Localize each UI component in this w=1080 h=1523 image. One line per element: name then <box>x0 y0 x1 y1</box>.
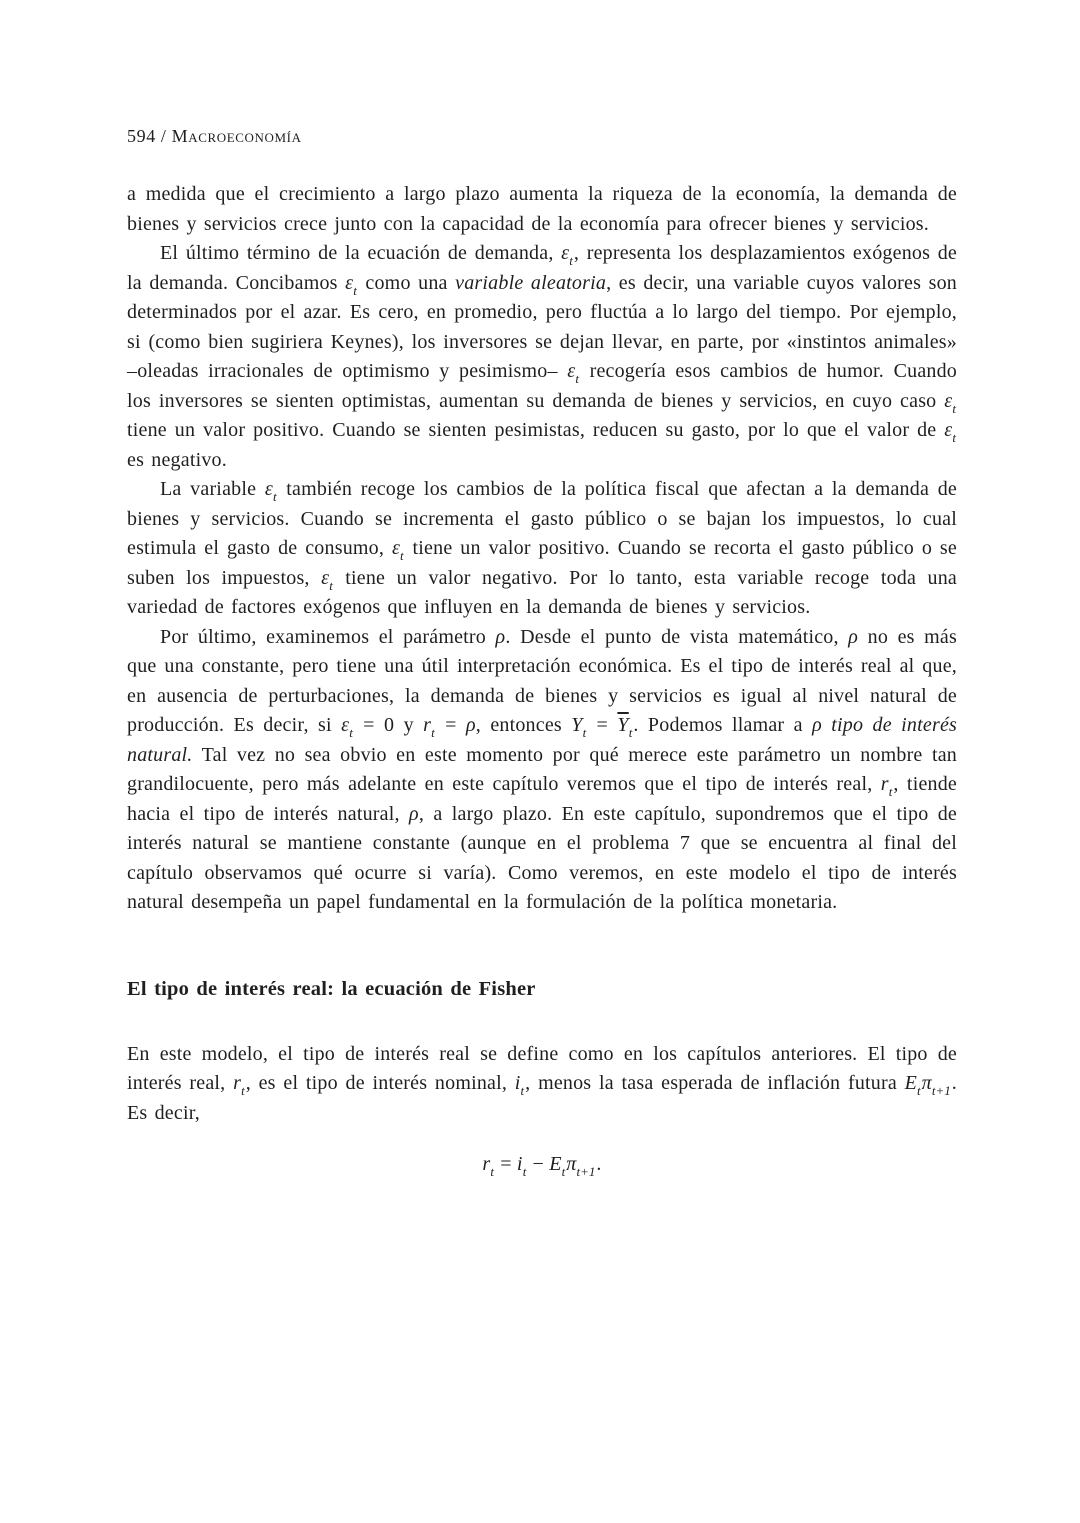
text-segment: . Desde el punto de vista matemático, <box>505 625 849 648</box>
text-segment: π <box>566 1153 577 1175</box>
text-segment: El último término de la ecuación de demanda, <box>160 242 562 264</box>
text-segment: . Podemos llamar a <box>633 714 813 736</box>
text-segment: = <box>495 1153 517 1175</box>
text-segment: ε <box>944 389 953 412</box>
text-segment: r <box>880 773 889 795</box>
subscript: t+1 <box>576 1164 596 1179</box>
text-segment: . <box>596 1153 602 1175</box>
subscript: t <box>888 784 893 799</box>
running-head: 594 / Macroeconomía <box>127 126 302 146</box>
text-segment: también recoge los cambios de la política fiscal que afectan a la demanda de bienes y servicios. Cuando se incrementa el gasto público o se bajan los impuestos, lo cual estimula el gasto de consumo, <box>127 478 957 559</box>
subscript: t <box>952 400 956 416</box>
text-segment: E <box>549 1153 562 1175</box>
text-segment: π <box>921 1072 932 1094</box>
text-segment: ε <box>391 537 401 559</box>
text-segment: ε <box>567 360 576 382</box>
text-segment: i <box>514 1072 521 1094</box>
text-segment: = 0 y <box>353 714 424 736</box>
subscript: t <box>569 253 573 268</box>
page-body <box>127 180 957 1180</box>
body-paragraph <box>127 180 957 239</box>
text-segment: = <box>587 714 618 736</box>
text-segment: , es decir, una variable cuyos valores son determinados por el azar. Es cero, en promedio, pero fluctúa a lo largo del tiempo. Por ejemplo, si (como bien sugiriera Keynes), los inversores se dejan llevar, en parte, por «instintos animales» –oleadas irracionales de optimismo y pesimismo– <box>127 271 957 382</box>
text-segment: tipo de interés natural. <box>127 714 958 766</box>
text-segment: Tal vez no sea obvio en este momento por qué merece este parámetro un nombre tan grandilocuente, pero más adelante en este capítulo veremos que el tipo de interés real, <box>127 743 957 795</box>
text-segment: tiene un valor positivo. Cuando se sienten pesimistas, reducen su gasto, por lo que el valor de <box>127 419 945 441</box>
text-segment: Por último, examinemos el parámetro <box>160 625 496 648</box>
subscript: t <box>353 282 357 298</box>
subscript: t <box>431 725 435 740</box>
body-paragraph <box>127 1040 957 1129</box>
text-segment: ε <box>321 566 330 589</box>
text-segment: ε <box>944 419 953 441</box>
subscript: t <box>272 489 277 504</box>
text-segment: r <box>482 1153 491 1175</box>
fisher-equation <box>127 1150 957 1180</box>
text-segment: ρ <box>495 625 506 648</box>
text-segment: i <box>516 1153 523 1175</box>
body-paragraph <box>127 475 957 623</box>
body-paragraph <box>127 239 957 475</box>
subscript: t <box>329 577 333 593</box>
text-segment: En este modelo, el tipo de interés real se define como en los capítulos anteriores. El tipo de interés real, <box>127 1042 957 1094</box>
text-segment: r <box>423 714 432 736</box>
text-segment: La variable <box>160 478 265 500</box>
subscript: t <box>582 725 587 740</box>
text-segment <box>822 714 831 736</box>
subscript: t <box>952 430 956 445</box>
text-segment: Y <box>571 714 583 736</box>
text-segment: , es el tipo de interés nominal, <box>245 1072 515 1094</box>
text-segment: ρ <box>409 802 419 825</box>
section-heading: El tipo de interés real: la ecuación de Fisher <box>127 977 536 1000</box>
text-segment: r <box>233 1072 242 1094</box>
subscript: t <box>575 371 579 386</box>
text-segment: − <box>527 1153 550 1175</box>
text-segment: como una <box>357 271 456 294</box>
text-segment: recogería esos cambios de humor. Cuando los inversores se sienten optimistas, aumentan su demanda de bienes y servicios, en cuyo caso <box>127 360 957 412</box>
text-segment: ε <box>345 271 354 294</box>
text-segment: variable aleatoria <box>455 271 607 294</box>
text-segment: tiene un valor negativo. Por lo tanto, esta variable recoge toda una variedad de factores exógenos que influyen en la demanda de bienes y servicios. <box>127 566 957 618</box>
text-segment: ε <box>341 714 350 736</box>
subscript: t <box>490 1164 495 1179</box>
text-segment: , representa los desplazamientos exógenos de la demanda. Concibamos <box>127 242 957 294</box>
subscript: t <box>241 1083 245 1098</box>
subscript: t <box>400 548 404 563</box>
subscript: t <box>917 1083 921 1098</box>
text-segment: ε <box>264 478 273 500</box>
text-segment: , tiende hacia el tipo de interés natural, <box>127 773 958 825</box>
text-segment: , menos la tasa esperada de inflación futura <box>525 1072 905 1094</box>
text-segment: ρ <box>465 714 476 736</box>
text-segment: no es más que una constante, pero tiene una útil interpretación económica. Es el tipo de interés real al que, en ausencia de perturbaciones, la demanda de bienes y servicios es igual al nivel natural de producción. Es decir, si <box>127 625 957 736</box>
body-paragraph <box>127 623 957 918</box>
text-segment: , entonces <box>475 714 572 736</box>
text-segment: . Es decir, <box>127 1072 957 1124</box>
text-segment: ρ <box>848 625 859 648</box>
text-segment: tiene un valor positivo. Cuando se recorta el gasto público o se suben los impuestos, <box>127 537 957 589</box>
text-segment: $\overline{Y}$ <box>617 714 629 736</box>
text-segment: ε <box>561 242 570 264</box>
subscript: t+1 <box>931 1083 951 1098</box>
subscript: t <box>349 725 353 740</box>
subscript: t <box>520 1083 525 1098</box>
text-segment: E <box>904 1072 918 1094</box>
text-segment: = <box>435 714 466 736</box>
text-segment: a medida que el crecimiento a largo plazo aumenta la riqueza de la economía, la demanda de bienes y servicios crece junto con la capacidad de la economía para ofrecer bienes y servicios. <box>127 183 957 235</box>
subscript: t <box>628 725 633 740</box>
text-segment: es negativo. <box>127 448 227 471</box>
text-segment: , a largo plazo. En este capítulo, supondremos que el tipo de interés natural se mantiene constante (aunque en el problema 7 que se encuentra al final del capítulo observamos qué ocurre si varía). Como veremos, en este modelo el tipo de interés natural desempeña un papel fundamental en la formulación de la política monetaria. <box>127 802 957 913</box>
subscript: t <box>561 1164 566 1179</box>
text-segment: ρ <box>812 714 822 736</box>
subscript: t <box>522 1164 527 1179</box>
